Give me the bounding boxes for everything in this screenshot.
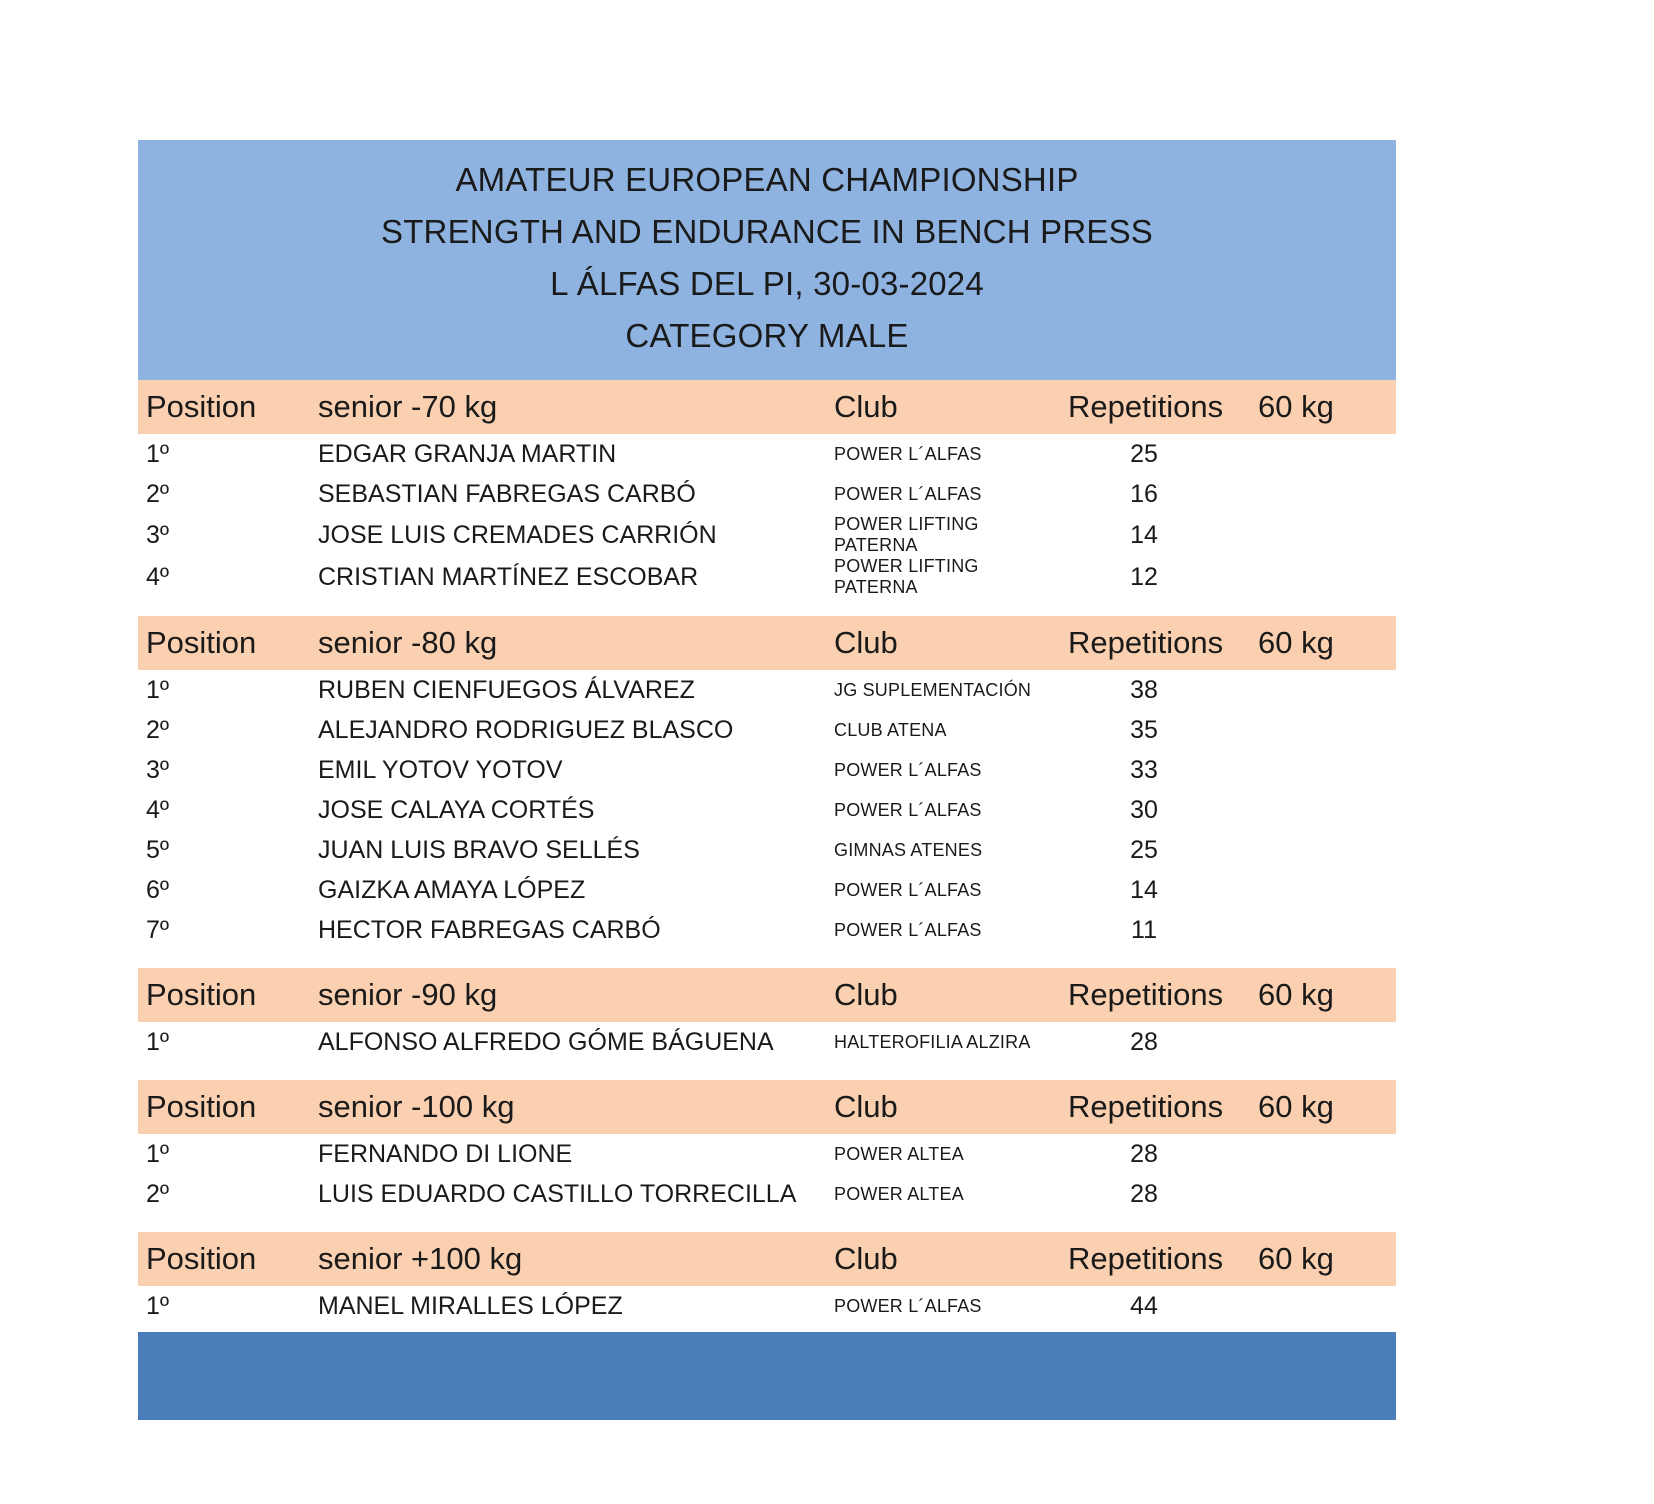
table-row <box>138 514 1396 556</box>
cell-position: 4º <box>138 556 310 598</box>
cell-athlete-name: GAIZKA AMAYA LÓPEZ <box>310 870 826 910</box>
cell-athlete-name: MANEL MIRALLES LÓPEZ <box>310 1286 826 1326</box>
header-repetitions: Repetitions <box>1064 1232 1254 1286</box>
section-header-row <box>138 968 1396 1022</box>
cell-repetitions: 12 <box>1064 556 1254 598</box>
cell-club: POWER LIFTING PATERNA <box>826 514 1064 556</box>
cell-athlete-name: SEBASTIAN FABREGAS CARBÓ <box>310 474 826 514</box>
cell-repetitions: 25 <box>1064 830 1254 870</box>
cell-club: HALTEROFILIA ALZIRA <box>826 1022 1064 1062</box>
header-weight: 60 kg <box>1254 968 1396 1022</box>
cell-repetitions: 28 <box>1064 1174 1254 1214</box>
cell-club: POWER L´ALFAS <box>826 870 1064 910</box>
table-row <box>138 556 1396 598</box>
cell-athlete-name: HECTOR FABREGAS CARBÓ <box>310 910 826 950</box>
table-row <box>138 790 1396 830</box>
cell-weight <box>1254 910 1396 950</box>
cell-weight <box>1254 1134 1396 1174</box>
header-repetitions: Repetitions <box>1064 380 1254 434</box>
footer-bar <box>138 1332 1396 1420</box>
cell-position: 1º <box>138 1134 310 1174</box>
cell-athlete-name: LUIS EDUARDO CASTILLO TORRECILLA <box>310 1174 826 1214</box>
header-weight: 60 kg <box>1254 1080 1396 1134</box>
spacer-cell <box>138 1062 1396 1080</box>
table-row <box>138 710 1396 750</box>
document-title-block <box>138 140 1396 380</box>
header-club: Club <box>826 968 1064 1022</box>
header-category: senior -90 kg <box>310 968 826 1022</box>
cell-athlete-name: EMIL YOTOV YOTOV <box>310 750 826 790</box>
header-category: senior +100 kg <box>310 1232 826 1286</box>
header-club: Club <box>826 1080 1064 1134</box>
title-line-3: L ÁLFAS DEL PI, 30-03-2024 <box>550 265 984 302</box>
cell-repetitions: 35 <box>1064 710 1254 750</box>
cell-club: JG SUPLEMENTACIÓN <box>826 670 1064 710</box>
cell-weight <box>1254 1174 1396 1214</box>
section-header-row <box>138 380 1396 434</box>
cell-club: POWER L´ALFAS <box>826 750 1064 790</box>
cell-repetitions: 33 <box>1064 750 1254 790</box>
cell-club: POWER L´ALFAS <box>826 790 1064 830</box>
cell-club: POWER L´ALFAS <box>826 1286 1064 1326</box>
cell-club: CLUB ATENA <box>826 710 1064 750</box>
cell-repetitions: 30 <box>1064 790 1254 830</box>
cell-athlete-name: EDGAR GRANJA MARTIN <box>310 434 826 474</box>
cell-athlete-name: ALFONSO ALFREDO GÓME BÁGUENA <box>310 1022 826 1062</box>
table-row <box>138 750 1396 790</box>
cell-position: 5º <box>138 830 310 870</box>
header-category: senior -70 kg <box>310 380 826 434</box>
cell-repetitions: 16 <box>1064 474 1254 514</box>
cell-position: 2º <box>138 1174 310 1214</box>
table-row <box>138 434 1396 474</box>
cell-position: 1º <box>138 434 310 474</box>
cell-club: POWER L´ALFAS <box>826 474 1064 514</box>
table-row <box>138 474 1396 514</box>
header-position: Position <box>138 1080 310 1134</box>
section-spacer <box>138 950 1396 968</box>
cell-position: 4º <box>138 790 310 830</box>
header-position: Position <box>138 1232 310 1286</box>
cell-weight <box>1254 474 1396 514</box>
cell-weight <box>1254 790 1396 830</box>
cell-weight <box>1254 1286 1396 1326</box>
title-line-2: STRENGTH AND ENDURANCE IN BENCH PRESS <box>380 213 1153 250</box>
cell-club: POWER L´ALFAS <box>826 434 1064 474</box>
table-row <box>138 870 1396 910</box>
cell-weight <box>1254 514 1396 556</box>
cell-position: 2º <box>138 474 310 514</box>
cell-club: GIMNAS ATENES <box>826 830 1064 870</box>
cell-weight <box>1254 710 1396 750</box>
cell-athlete-name: JOSE CALAYA CORTÉS <box>310 790 826 830</box>
cell-athlete-name: JOSE LUIS CREMADES CARRIÓN <box>310 514 826 556</box>
cell-repetitions: 11 <box>1064 910 1254 950</box>
header-repetitions: Repetitions <box>1064 968 1254 1022</box>
cell-repetitions: 14 <box>1064 514 1254 556</box>
cell-position: 7º <box>138 910 310 950</box>
spacer-cell <box>138 950 1396 968</box>
section-header-row <box>138 1232 1396 1286</box>
cell-weight <box>1254 750 1396 790</box>
cell-repetitions: 28 <box>1064 1022 1254 1062</box>
cell-athlete-name: ALEJANDRO RODRIGUEZ BLASCO <box>310 710 826 750</box>
header-weight: 60 kg <box>1254 616 1396 670</box>
cell-repetitions: 28 <box>1064 1134 1254 1174</box>
header-position: Position <box>138 380 310 434</box>
cell-weight <box>1254 1022 1396 1062</box>
header-weight: 60 kg <box>1254 1232 1396 1286</box>
header-club: Club <box>826 616 1064 670</box>
cell-athlete-name: CRISTIAN MARTÍNEZ ESCOBAR <box>310 556 826 598</box>
table-row <box>138 1174 1396 1214</box>
table-row <box>138 670 1396 710</box>
header-club: Club <box>826 1232 1064 1286</box>
cell-position: 1º <box>138 1022 310 1062</box>
cell-club: POWER L´ALFAS <box>826 910 1064 950</box>
cell-position: 2º <box>138 710 310 750</box>
cell-weight <box>1254 870 1396 910</box>
section-spacer <box>138 1214 1396 1232</box>
cell-club: POWER ALTEA <box>826 1174 1064 1214</box>
header-weight: 60 kg <box>1254 380 1396 434</box>
cell-repetitions: 38 <box>1064 670 1254 710</box>
table-row <box>138 830 1396 870</box>
spacer-cell <box>138 1214 1396 1232</box>
cell-position: 3º <box>138 750 310 790</box>
title-line-4: CATEGORY MALE <box>625 317 909 354</box>
cell-position: 3º <box>138 514 310 556</box>
title-line-1: AMATEUR EUROPEAN CHAMPIONSHIP <box>455 161 1079 198</box>
table-row <box>138 1286 1396 1326</box>
section-spacer <box>138 598 1396 616</box>
header-position: Position <box>138 968 310 1022</box>
cell-position: 1º <box>138 670 310 710</box>
spacer-cell <box>138 598 1396 616</box>
header-repetitions: Repetitions <box>1064 1080 1254 1134</box>
cell-repetitions: 44 <box>1064 1286 1254 1326</box>
section-header-row <box>138 1080 1396 1134</box>
table-row <box>138 1134 1396 1174</box>
table-row <box>138 1022 1396 1062</box>
cell-club: POWER ALTEA <box>826 1134 1064 1174</box>
header-category: senior -100 kg <box>310 1080 826 1134</box>
header-club: Club <box>826 380 1064 434</box>
results-sheet <box>138 140 1396 1420</box>
cell-club: POWER LIFTING PATERNA <box>826 556 1064 598</box>
cell-weight <box>1254 434 1396 474</box>
table-row <box>138 910 1396 950</box>
header-category: senior -80 kg <box>310 616 826 670</box>
cell-repetitions: 14 <box>1064 870 1254 910</box>
section-spacer <box>138 1062 1396 1080</box>
cell-weight <box>1254 556 1396 598</box>
cell-repetitions: 25 <box>1064 434 1254 474</box>
cell-weight <box>1254 670 1396 710</box>
header-repetitions: Repetitions <box>1064 616 1254 670</box>
cell-athlete-name: FERNANDO DI LIONE <box>310 1134 826 1174</box>
cell-weight <box>1254 830 1396 870</box>
cell-athlete-name: RUBEN CIENFUEGOS ÁLVAREZ <box>310 670 826 710</box>
section-header-row <box>138 616 1396 670</box>
cell-position: 1º <box>138 1286 310 1326</box>
results-table <box>138 380 1396 1326</box>
cell-athlete-name: JUAN LUIS BRAVO SELLÉS <box>310 830 826 870</box>
header-position: Position <box>138 616 310 670</box>
cell-position: 6º <box>138 870 310 910</box>
